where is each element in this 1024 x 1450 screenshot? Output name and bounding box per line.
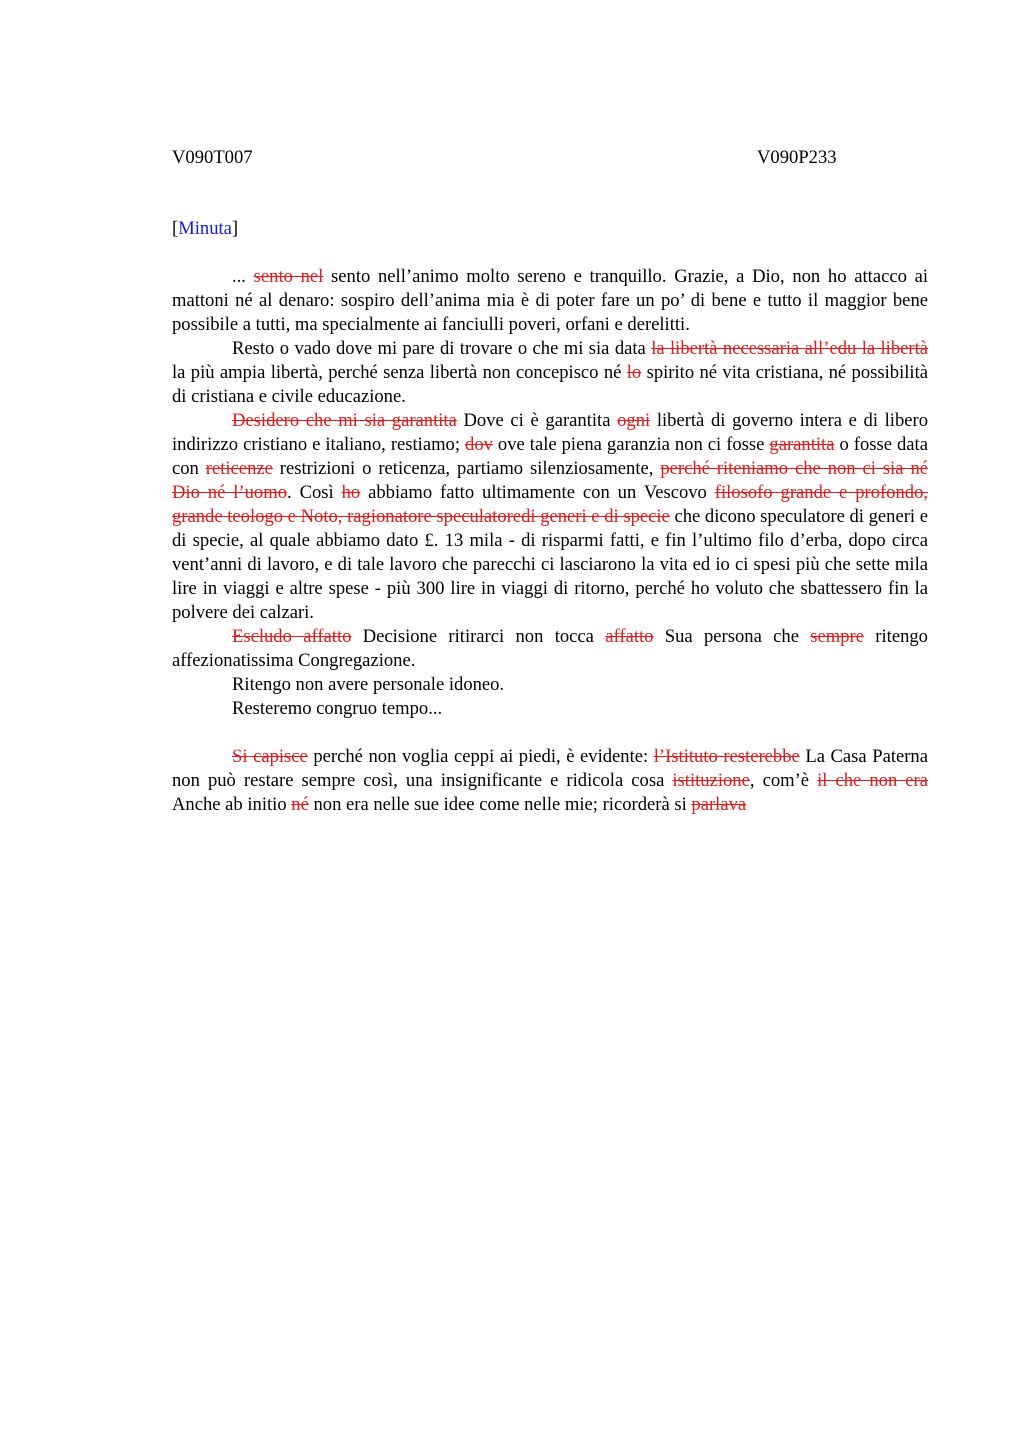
text-segment: restrizioni o reticenza, partiamo silenziosamente, [272,458,661,479]
deleted-text: l’Istituto resterebbe [653,746,800,767]
text-segment: , com’è [749,770,818,791]
paragraph [172,673,928,697]
deleted-text: sento nel [253,266,324,287]
deleted-text: il che non era [817,770,929,791]
deleted-text: affatto [605,626,654,647]
deleted-text: perché riteniamo che non ci sia né Dio né l’uomo [172,458,928,503]
deleted-text: lo [626,362,642,383]
deleted-text: dov [465,434,493,455]
paragraph [172,625,928,673]
text-segment: che dicono speculatore di generi e di specie, al quale abbiamo dato £. 13 mila - di risparmi fatti, e fin l’ultimo filo d’erba, dopo circa vent’anni di lavoro, e di tale lavoro che parecchi ci lasciarono la vita ed io ci spesi più che sette mila lire in viaggi e altre spese - più 300 lire in viaggi di ritorno, perché ho voluto che sbattessero fin la polvere dei calzari. [172,506,928,623]
paragraph [172,409,928,625]
paragraph [172,697,928,721]
label-close-bracket: ] [231,218,239,239]
section-label [172,217,238,241]
text-segment: ... [232,266,254,287]
page-header [172,146,844,170]
deleted-text: né [291,794,309,815]
deleted-text: reticenze [205,458,273,479]
text-segment: non era nelle sue idee come nelle mie; ricorderà si [308,794,692,815]
text-segment: spirito né vita cristiana, né possibilità di cristiana e civile educazione. [172,362,928,407]
deleted-text: ho [341,482,361,503]
paragraph [172,337,928,409]
deleted-text: parlava [691,794,747,815]
label-minuta: Minuta [178,218,232,239]
paragraph-spacer [172,721,928,745]
label-open-bracket: [ [172,218,179,239]
deleted-text: filosofo grande e profondo, grande teologo e Noto, ragionatore speculatoredi generi e di specie [172,482,929,527]
text-segment: abbiamo fatto ultimamente con un Vescovo [360,482,715,503]
paragraph [172,745,928,817]
deleted-text: garantita [769,434,835,455]
text-segment: . Così [287,482,342,503]
text-segment: o fosse data con [172,434,928,479]
deleted-text: Desidero che mi sia garantita [232,410,457,431]
deleted-text: ogni [617,410,651,431]
text-segment: sento nell’animo molto sereno e tranquillo. Grazie, a Dio, non ho attacco ai mattoni né al denaro: sospiro dell’anima mia è di poter fare un po’ di bene e tutto il maggior bene possibile a tutti, ma specialmente ai fanciulli poveri, orfani e derelitti. [172,266,928,335]
paragraph [172,265,928,337]
document-body [172,265,928,817]
deleted-text: istituzione [672,770,750,791]
text-segment: Dove ci è garantita [456,410,618,431]
text-segment: Sua persona che [653,626,811,647]
page-code: V090P233 [757,147,837,168]
text-segment: perché non voglia ceppi ai piedi, è evidente: [307,746,654,767]
text-segment: ove tale piena garanzia non ci fosse [492,434,770,455]
deleted-text: Escludo affatto [232,626,352,647]
text-segment: Resteremo congruo tempo... [232,698,443,719]
text-segment: Anche ab initio [172,794,292,815]
text-segment: Decisione ritirarci non tocca [351,626,606,647]
text-segment: ritengo affezionatissima Congregazione. [172,626,928,671]
document-code: V090T007 [172,147,253,168]
text-segment: La Casa Paterna non può restare sempre così, una insignificante e ridicola cosa [172,746,928,791]
text-segment: Ritengo non avere personale idoneo. [232,674,505,695]
text-segment: la più ampia libertà, perché senza libertà non concepisco né [172,362,627,383]
text-segment: libertà di governo intera e di libero indirizzo cristiano e italiano, restiamo; [172,410,929,455]
deleted-text: sempre [810,626,864,647]
text-segment: Resto o vado dove mi pare di trovare o che mi sia data [232,338,652,359]
deleted-text: Si capisce [232,746,308,767]
deleted-text: la libertà necessaria all’edu la libertà [651,338,929,359]
